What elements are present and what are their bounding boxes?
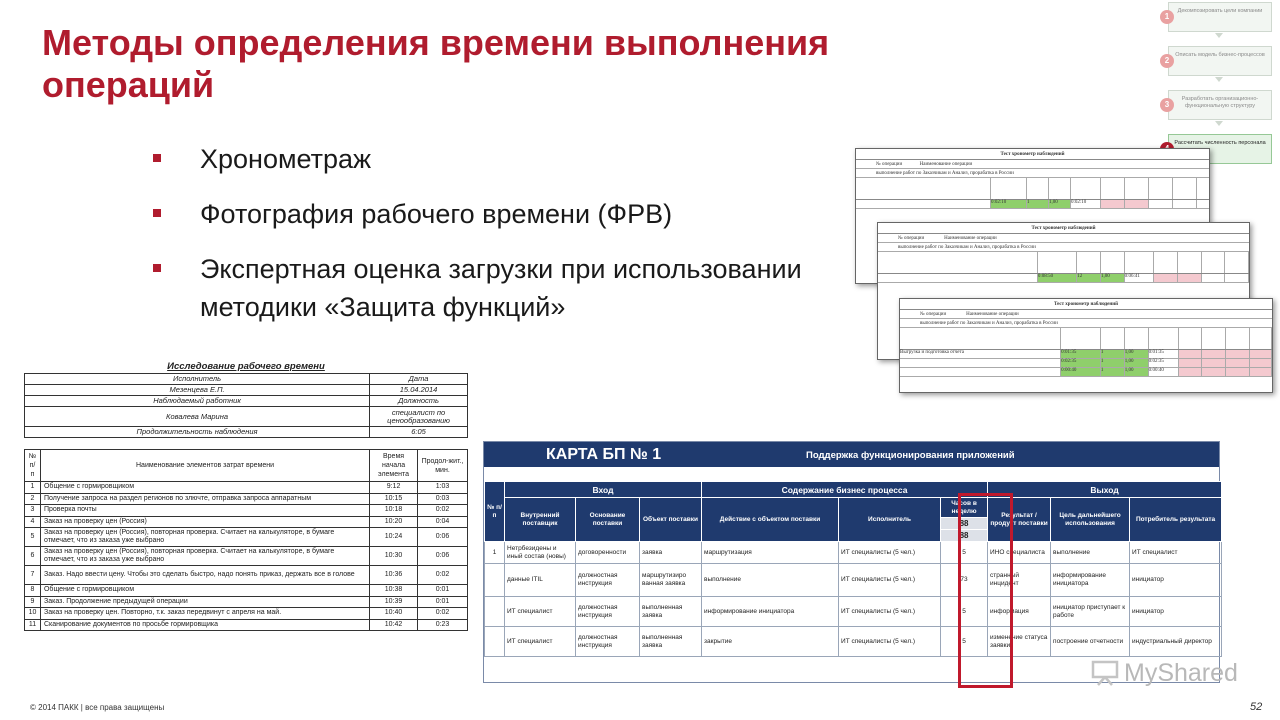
col-header: Внутренний поставщик bbox=[505, 498, 576, 542]
bullet-square-icon bbox=[153, 209, 161, 217]
card-values: 0:08:50 12 1,00 0:06:41 bbox=[878, 274, 1249, 283]
bullet-square-icon bbox=[153, 264, 161, 272]
timing-card bbox=[899, 298, 1273, 393]
step-number: 1 bbox=[1160, 10, 1174, 24]
card-title: Тест хронометр наблюдений bbox=[856, 149, 1209, 160]
card-header bbox=[878, 252, 1249, 274]
table-row: 2 Получение запроса на раздел регионов по злючте, отправка запроса аппаратным 10:15 0:03 bbox=[25, 493, 468, 505]
list-item bbox=[150, 195, 870, 233]
card-title: Тест хронометр наблюдений bbox=[878, 223, 1249, 234]
table-row: 6 Заказ на проверку цен (Россия), повторная проверка. Считает на калькуляторе, в бумаге отмечает, что из заказа уже выбрано 10:30 0:06 bbox=[25, 547, 468, 566]
study-title: Исследование рабочего времени bbox=[167, 361, 325, 372]
card-row: выполнение работ по Заказчикам и Анализ, прорабатка в России bbox=[878, 243, 1249, 252]
col-header: Результат /продукт поставки bbox=[988, 498, 1051, 542]
card-header bbox=[856, 178, 1209, 200]
col-header: Объект поставки bbox=[640, 498, 702, 542]
work-time-study bbox=[24, 362, 468, 631]
col-header-hours: Часов в неделю bbox=[941, 498, 988, 518]
bp-map-table bbox=[484, 481, 1222, 657]
table-row: 10 Заказ на проверку цен. Повторно, т.к. заказ передвинут с апреля на май. 10:40 0:02 bbox=[25, 608, 468, 620]
list-item bbox=[150, 250, 870, 326]
card-title: Тест хронометр наблюдений bbox=[900, 299, 1272, 310]
study-meta-table: Исполнитель Дата Мезенцева Е.П. 15.04.2014 Наблюдаемый работник Должность Ковалева Марина специалист по ценообразованию Продолжительность наблюдения 6:05 bbox=[24, 373, 468, 438]
list-item bbox=[150, 140, 870, 178]
group-header-process: Содержание бизнес процесса bbox=[702, 482, 988, 498]
card-row: № операции Наименование операции bbox=[856, 160, 1209, 169]
table-header: № п/п Наименование элементов затрат времени Время начала элемента Продол-жит., мин. bbox=[25, 450, 468, 482]
step-number: 2 bbox=[1160, 54, 1174, 68]
presentation-board-icon bbox=[1090, 660, 1120, 686]
card-row-label: Выгрузка и подготовка отчета bbox=[900, 350, 1061, 358]
table-row: 11 Сканирование документов по просьбе гормировщика 10:42 0:23 bbox=[25, 619, 468, 631]
watermark bbox=[1090, 656, 1250, 690]
card-header bbox=[900, 328, 1272, 350]
hours-column-highlight bbox=[958, 493, 1013, 688]
table-row: 7 Заказ. Надо ввести цену. Чтобы это сделать быстро, надо понять приказ, держать все в голове 10:36 0:02 bbox=[25, 566, 468, 585]
table-row: 1 Общение с гормировщиком 9:12 1:03 bbox=[25, 482, 468, 494]
col-header: Действие с объектом поставки bbox=[702, 498, 839, 542]
table-row: 8 Общение с гормировщиком 10:38 0:01 bbox=[25, 585, 468, 597]
card-row: выполнение работ по Заказчикам и Анализ, прорабатка в России bbox=[856, 169, 1209, 178]
card-values: 0:02:10 1 1,00 0:02:10 bbox=[856, 200, 1209, 209]
table-row: 3 Проверка почты 10:18 0:02 bbox=[25, 505, 468, 517]
card-values: 0:02:35 1 1,00 0:02:35 bbox=[900, 359, 1272, 368]
bp-map-subtitle: Поддержка функционирования приложений bbox=[806, 450, 1015, 461]
bullet-square-icon bbox=[153, 154, 161, 162]
table-row: 5 Заказ на проверку цен (Россия), повторная проверка. Считает на калькуляторе, в бумаге отмечает, что из заказа уже выбрано 10:24 0:06 bbox=[25, 528, 468, 547]
col-header: Цель дальнейшего использования bbox=[1051, 498, 1130, 542]
watermark-text: MyShared bbox=[1124, 658, 1238, 687]
card-values: 0:00:40 1 1,00 0:00:40 bbox=[900, 368, 1272, 377]
method-list bbox=[150, 140, 870, 343]
col-header: Потребитель результата bbox=[1130, 498, 1222, 542]
step-label: Описать модель бизнес-процессов bbox=[1168, 46, 1272, 76]
page-number: 52 bbox=[1250, 701, 1263, 713]
bullet-text: Хронометраж bbox=[200, 144, 372, 174]
step-label: Декомпозировать цели компании bbox=[1168, 2, 1272, 32]
card-values: Выгрузка и подготовка отчета 0:01:35 1 1,00 0:01:35 bbox=[900, 350, 1272, 359]
hours-total: 88 bbox=[941, 530, 988, 542]
table-row: 1 Нетрбезидены и иный состав (новы) договоренности заявка маршрутизация ИТ специалисты (5 чел.) 5 ИНО специалиста выполнение ИТ специалист bbox=[485, 542, 1222, 564]
arrow-down-icon bbox=[1215, 33, 1223, 38]
card-row: выполнение работ по Заказчикам и Анализ, прорабатка в России bbox=[900, 319, 1272, 328]
slide-title: Методы определения времени выполнения операций bbox=[42, 22, 830, 105]
arrow-down-icon bbox=[1215, 121, 1223, 126]
card-row: № операции Наименование операции bbox=[900, 310, 1272, 319]
col-header: Основание поставки bbox=[576, 498, 640, 542]
bp-map-banner bbox=[484, 442, 1219, 467]
step-number: 3 bbox=[1160, 98, 1174, 112]
process-step bbox=[1155, 2, 1275, 38]
table-row: ИТ специалист должностная инструкция выполненная заявка информирование инициатора ИТ специалисты (5 чел.) 5 информация инициатор приступает к работе инициатор bbox=[485, 597, 1222, 627]
footer-copyright: © 2014 ПАКК | все права защищены bbox=[30, 703, 165, 712]
study-elements-table bbox=[24, 449, 468, 631]
table-row: 9 Заказ. Продолжение предыдущей операции 10:39 0:01 bbox=[25, 596, 468, 608]
table-row: ИТ специалист должностная инструкция выполненная заявка закрытие ИТ специалисты (5 чел.) 5 изменение статуса заявки построение отчетности индустриальный директор bbox=[485, 627, 1222, 657]
card-row: № операции Наименование операции bbox=[878, 234, 1249, 243]
table-row: данные ITIL должностная инструкция маршрутизиро ванная заявка выполнение ИТ специалисты (5 чел.) 73 странный инцидент информирование инициатора инициатор bbox=[485, 564, 1222, 597]
group-header-input: Вход bbox=[505, 482, 702, 498]
process-step bbox=[1155, 90, 1275, 126]
group-header-output: Выход bbox=[988, 482, 1222, 498]
bullet-text: Экспертная оценка загрузки при использовании методики «Защита функций» bbox=[200, 254, 802, 322]
step-label: Разработать организационно-функциональную структуру bbox=[1168, 90, 1272, 120]
table-row: 4 Заказ на проверку цен (Россия) 10:20 0:04 bbox=[25, 516, 468, 528]
bp-map-title: КАРТА БП № 1 bbox=[546, 446, 662, 463]
hours-total: 88 bbox=[941, 518, 988, 530]
bullet-text: Фотография рабочего времени (ФРВ) bbox=[200, 199, 673, 229]
bp-map bbox=[483, 441, 1220, 683]
col-header-no: № п/п bbox=[485, 482, 505, 542]
step-label: Рассчитать численность персонала bbox=[1168, 134, 1272, 164]
arrow-down-icon bbox=[1215, 77, 1223, 82]
col-header: Исполнитель bbox=[839, 498, 941, 542]
process-step bbox=[1155, 46, 1275, 82]
